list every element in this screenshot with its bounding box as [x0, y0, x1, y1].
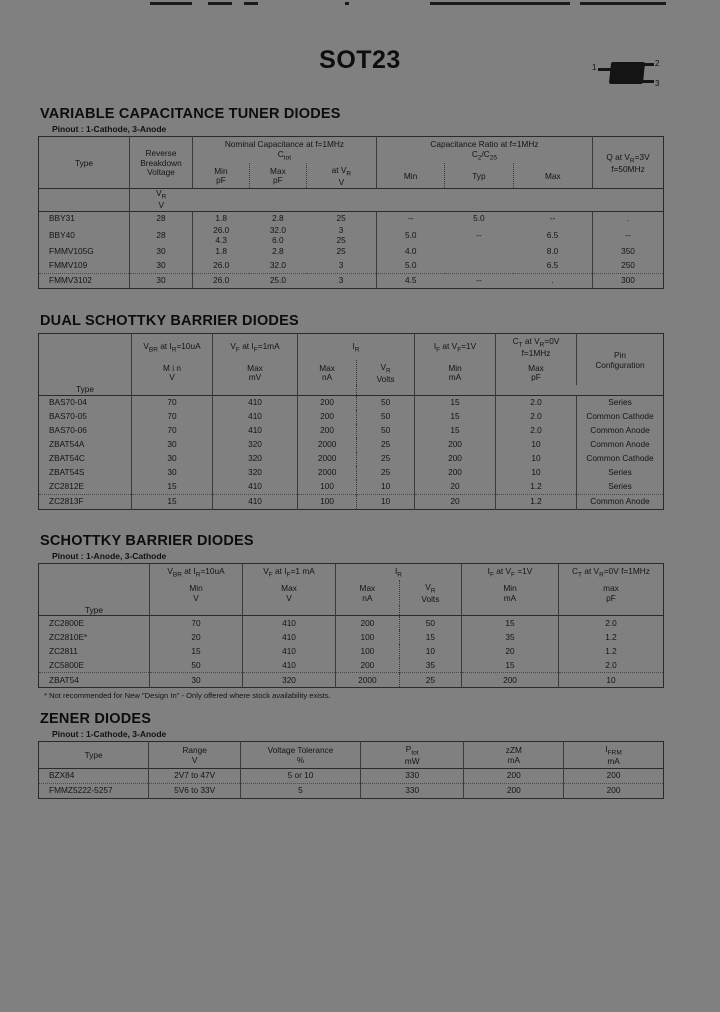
datasheet-sheet [0, 8, 720, 1012]
table-row: BBY40 28 26.0 4.3 32.0 6.0 3 25 5.0 -- 6.5 -- [39, 226, 664, 245]
subheader-min-ma: Min mA [462, 580, 559, 606]
subheader-type-row [39, 606, 664, 616]
col-header-if: $I_F$ at $V_F =1V$ [462, 564, 559, 581]
subheader-max-pf: Max pF [249, 163, 306, 189]
table-header-row [39, 742, 664, 769]
section-schottky-barrier-diodes [38, 533, 664, 700]
sot23-package-icon [592, 52, 664, 100]
table-header-group [39, 137, 664, 163]
table-row: BAS70-05 70 410 200 50 15 2.0 Common Cathode [39, 410, 664, 424]
col-header-vf: $V_F$ at $I_F=1$ mA [243, 564, 336, 581]
col-header-range: Range V [149, 742, 241, 769]
table-dual-schottky [38, 333, 664, 510]
subheader-min-v: M i n V [132, 360, 213, 386]
col-header-ir: $I_R$ [298, 334, 415, 360]
subheader-min-ma: Min mA [415, 360, 496, 386]
subheader-at-vr: at $V_R$ V [306, 163, 376, 189]
table-row: ZBAT54A 30 320 2000 25 200 10 Common Anode [39, 438, 664, 452]
table-row: ZBAT54S 30 320 2000 25 200 10 Series [39, 466, 664, 480]
table-row: ZC2812E 15 410 100 10 20 1.2 Series [39, 480, 664, 495]
section-pinout: Pinout : 1-Cathode, 3-Anode [52, 729, 167, 739]
table-row: BBY31 28 1.8 2.8 25 -- 5.0 -- . [39, 211, 664, 226]
col-header-ir: $I_R$ [336, 564, 462, 581]
table-header-group [39, 334, 664, 360]
section-title: VARIABLE CAPACITANCE TUNER DIODES [40, 106, 341, 122]
table-row: FMMV3102 30 26.0 25.0 3 4.5 -- . 300 [39, 274, 664, 289]
col-header-ifrm: $I_{FRM}$ mA [564, 742, 664, 769]
col-header-vbr: $V_{BR}$ at $I_R=10uA$ [132, 334, 213, 360]
col-header-nominal-capacitance: Nominal Capacitance at f=1MHz $C_{tot}$ [193, 137, 377, 163]
subheader-min-v: Min V [150, 580, 243, 606]
footnote: * Not recommended for New "Design In" - Only offered where stock availability exists. [44, 691, 331, 701]
col-header-pin-config: Pin Configuration [577, 334, 664, 386]
section-zener-diodes [38, 711, 664, 799]
table-row: ZC2813F 15 410 100 10 20 1.2 Common Anode [39, 494, 664, 509]
subheader-vr-row [39, 189, 664, 212]
col-header-type: Type [75, 157, 93, 168]
table-row: BZX84 2V7 to 47V 5 or 10 330 200 200 [39, 768, 664, 783]
subheader-max-pf: max pF [559, 580, 664, 606]
table-row: BAS70-04 70 410 200 50 15 2.0 Series [39, 395, 664, 410]
table-row: ZC2810E* 20 410 100 15 35 1.2 [39, 630, 664, 644]
section-title: ZENER DIODES [40, 711, 152, 727]
subheader-vr-volts: $V_R$ Volts [357, 360, 415, 386]
pin-1-label: 1 [592, 63, 597, 72]
subheader-type: Type [76, 384, 94, 395]
table-row: FMMV105G 30 1.8 2.8 25 4.0 8.0 350 [39, 245, 664, 259]
section-pinout: Pinout : 1-Cathode, 3-Anode [52, 124, 167, 134]
subheader-max-na: Max nA [298, 360, 357, 386]
section-dual-schottky-barrier-diodes [38, 313, 664, 510]
col-header-type: Type [84, 750, 103, 761]
table-row: ZBAT54C 30 320 2000 25 200 10 Common Cathode [39, 452, 664, 466]
subheader-min: Min [376, 163, 444, 189]
table-row: ZC2811 15 410 100 10 20 1.2 [39, 644, 664, 658]
subheader-vr: $V_R$ V [130, 189, 193, 212]
page-title: SOT23 [319, 46, 401, 74]
pin-3-label: 3 [655, 79, 660, 88]
col-header-ct: $C_T$ at $V_R=0V$ f=1MHz [496, 334, 577, 360]
col-header-capacitance-ratio: Capacitance Ratio at f=1MHz $C_2/C_{25}$ [376, 137, 592, 163]
subheader-max-na: Max nA [336, 580, 400, 606]
col-header-q: Q at $V_R=3V$ f=50MHz [593, 137, 664, 189]
table-row: ZBAT54 30 320 2000 25 200 10 [39, 673, 664, 688]
subheader-max: Max [513, 163, 592, 189]
pin-2-label: 2 [655, 59, 660, 68]
subheader-typ: Typ [445, 163, 513, 189]
table-row: FMMZ5222-5257 5V6 to 33V 5 330 200 200 [39, 783, 664, 798]
subheader-vr-volts: $V_R$ Volts [399, 580, 461, 606]
col-header-tolerance: Voltage Tolerance % [241, 742, 361, 769]
col-header-ptot: $P_{tot}$ mW [360, 742, 464, 769]
table-header-group [39, 564, 664, 581]
section-title: SCHOTTKY BARRIER DIODES [40, 533, 254, 549]
table-row: ZC5800E 50 410 200 35 15 2.0 [39, 658, 664, 673]
col-header-if: $I_F$ at $V_F=1V$ [415, 334, 496, 360]
subheader-type-row [39, 385, 664, 395]
subheader-type: Type [85, 604, 103, 615]
crop-marks [0, 0, 720, 8]
table-schottky [38, 563, 664, 688]
section-pinout: Pinout : 1-Anode, 3-Cathode [52, 551, 167, 561]
col-header-vf: $V_F$ at $I_F=1mA$ [213, 334, 298, 360]
subheader-max-v: Max V [243, 580, 336, 606]
table-variable-capacitance [38, 136, 664, 289]
subheader-min-pf: Min pF [193, 163, 250, 189]
col-header-reverse-breakdown: Reverse Breakdown Voltage [130, 137, 193, 189]
section-variable-capacitance-tuner-diodes [38, 106, 664, 289]
col-header-ct: $C_T$ at $V_R=0V$ f=1MHz [559, 564, 664, 581]
table-row: BAS70-06 70 410 200 50 15 2.0 Common Anode [39, 424, 664, 438]
subheader-max-pf2: Max pF [496, 360, 577, 386]
col-header-vbr: $V_{BR}$ at $I_R=10uA$ [150, 564, 243, 581]
table-row: ZC2800E 70 410 200 50 15 2.0 [39, 616, 664, 631]
col-header-zzm: zZM mA [464, 742, 564, 769]
table-zener [38, 741, 664, 799]
table-row: FMMV109 30 26.0 32.0 3 5.0 6.5 250 [39, 259, 664, 274]
subheader-max-mv: Max mV [213, 360, 298, 386]
table-subheader-row [39, 360, 664, 386]
section-title: DUAL SCHOTTKY BARRIER DIODES [40, 313, 299, 329]
